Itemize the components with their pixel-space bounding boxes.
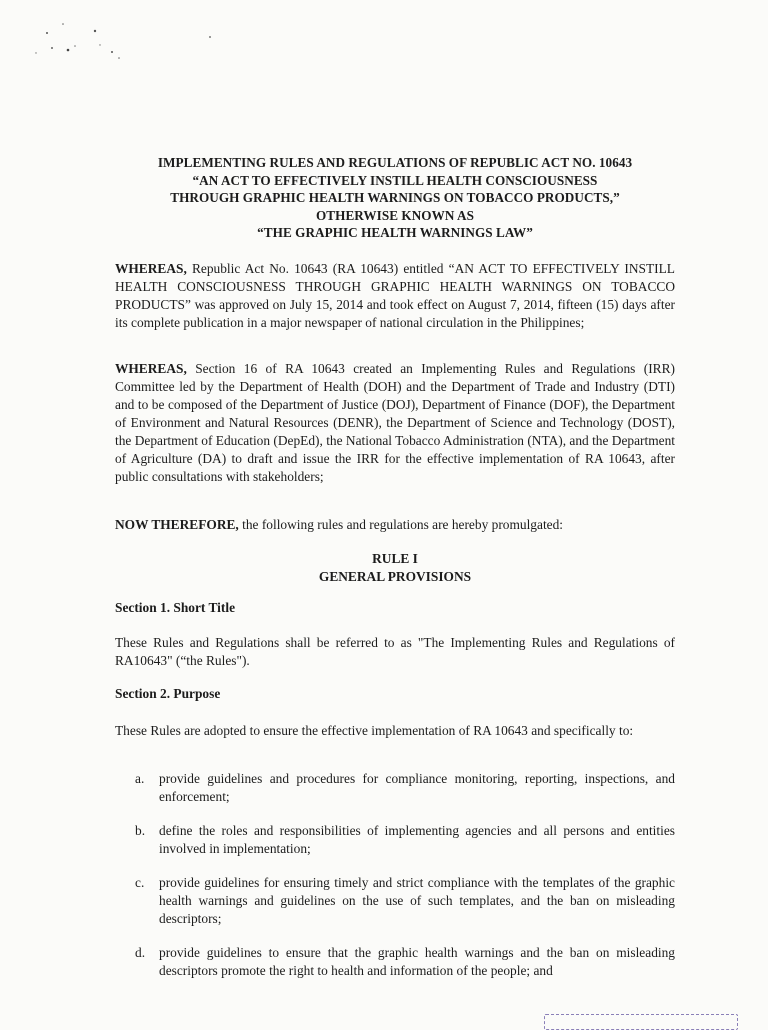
certification-stamp <box>544 1014 738 1030</box>
section-1-heading: Section 1. Short Title <box>115 600 236 615</box>
list-marker: a. <box>135 771 145 786</box>
whereas-text: Section 16 of RA 10643 created an Implementing Rules and Regulations (IRR) Committee led by the Department of Health (DOH) and the Department of Trade and Industry (DTI) and to be composed of the Department of Justice (DOJ), Department of Finance (DOF), the Department of Environment and Natural Resources (DENR), the Department of Science and Technology (DOST), the Department of Education (DepEd), the National Tobacco Administration (NTA), and the Department of Agriculture (DA) to draft and issue the IRR for the effective implementation of RA 10643, after public consultations with stakeholders; <box>115 361 675 484</box>
whereas-text: Republic Act No. 10643 (RA 10643) entitled “AN ACT TO EFFECTIVELY INSTILL HEALTH CONSCIOUSNESS THROUGH GRAPHIC HEALTH WARNINGS ON TOBACCO PRODUCTS” was approved on July 15, 2014 and took effect on August 7, 2014, fifteen (15) days after its complete publication in a major newspaper of national circulation in the Philippines; <box>115 261 675 330</box>
title-line: OTHERWISE KNOWN AS <box>316 207 474 223</box>
list-item-text: provide guidelines for ensuring timely and strict compliance with the templates of the graphic health warnings and guidelines on the use of such templates, and the ban on misleading descriptors; <box>159 875 675 926</box>
document-title <box>115 154 675 242</box>
section-2-body: These Rules are adopted to ensure the effective implementation of RA 10643 and specifically to: <box>115 723 634 738</box>
list-item-text: provide guidelines and procedures for compliance monitoring, reporting, inspections, and enforcement; <box>159 771 675 804</box>
purpose-list-item <box>135 770 675 806</box>
list-marker: b. <box>135 823 146 838</box>
whereas-paragraph-1 <box>115 260 675 332</box>
rule-name: GENERAL PROVISIONS <box>318 569 472 584</box>
list-item-text: provide guidelines to ensure that the graphic health warnings and the ban on misleading descriptors promote the right to health and information of the people; and <box>159 945 675 978</box>
document-page <box>115 154 675 978</box>
list-marker: c. <box>135 875 145 890</box>
now-therefore-text: the following rules and regulations are hereby promulgated: <box>238 517 564 532</box>
section-2-heading: Section 2. Purpose <box>115 686 221 701</box>
title-line: IMPLEMENTING RULES AND REGULATIONS OF REPUBLIC ACT NO. 10643 <box>157 155 633 170</box>
purpose-list-item <box>135 822 675 858</box>
rule-heading <box>115 550 675 586</box>
title-line: THROUGH GRAPHIC HEALTH WARNINGS ON TOBACCO PRODUCTS,” <box>170 190 620 205</box>
whereas-paragraph-2 <box>115 360 675 486</box>
list-item-text: define the roles and responsibilities of implementing agencies and all persons and entities involved in implementation; <box>159 823 675 856</box>
whereas-lead: WHEREAS, <box>115 361 187 376</box>
whereas-lead: WHEREAS, <box>115 261 187 276</box>
purpose-list-item <box>135 944 675 980</box>
list-marker: d. <box>135 945 146 960</box>
rule-number: RULE I <box>372 551 418 566</box>
now-therefore-paragraph <box>115 516 675 534</box>
now-therefore-lead: NOW THEREFORE, <box>115 517 239 532</box>
section-1-body: These Rules and Regulations shall be referred to as "The Implementing Rules and Regulations of RA10643" (“the Rules"). <box>115 635 675 668</box>
title-line: “AN ACT TO EFFECTIVELY INSTILL HEALTH CONSCIOUSNESS <box>192 172 598 188</box>
purpose-list-item <box>135 874 675 928</box>
title-line: “THE GRAPHIC HEALTH WARNINGS LAW” <box>257 225 533 240</box>
